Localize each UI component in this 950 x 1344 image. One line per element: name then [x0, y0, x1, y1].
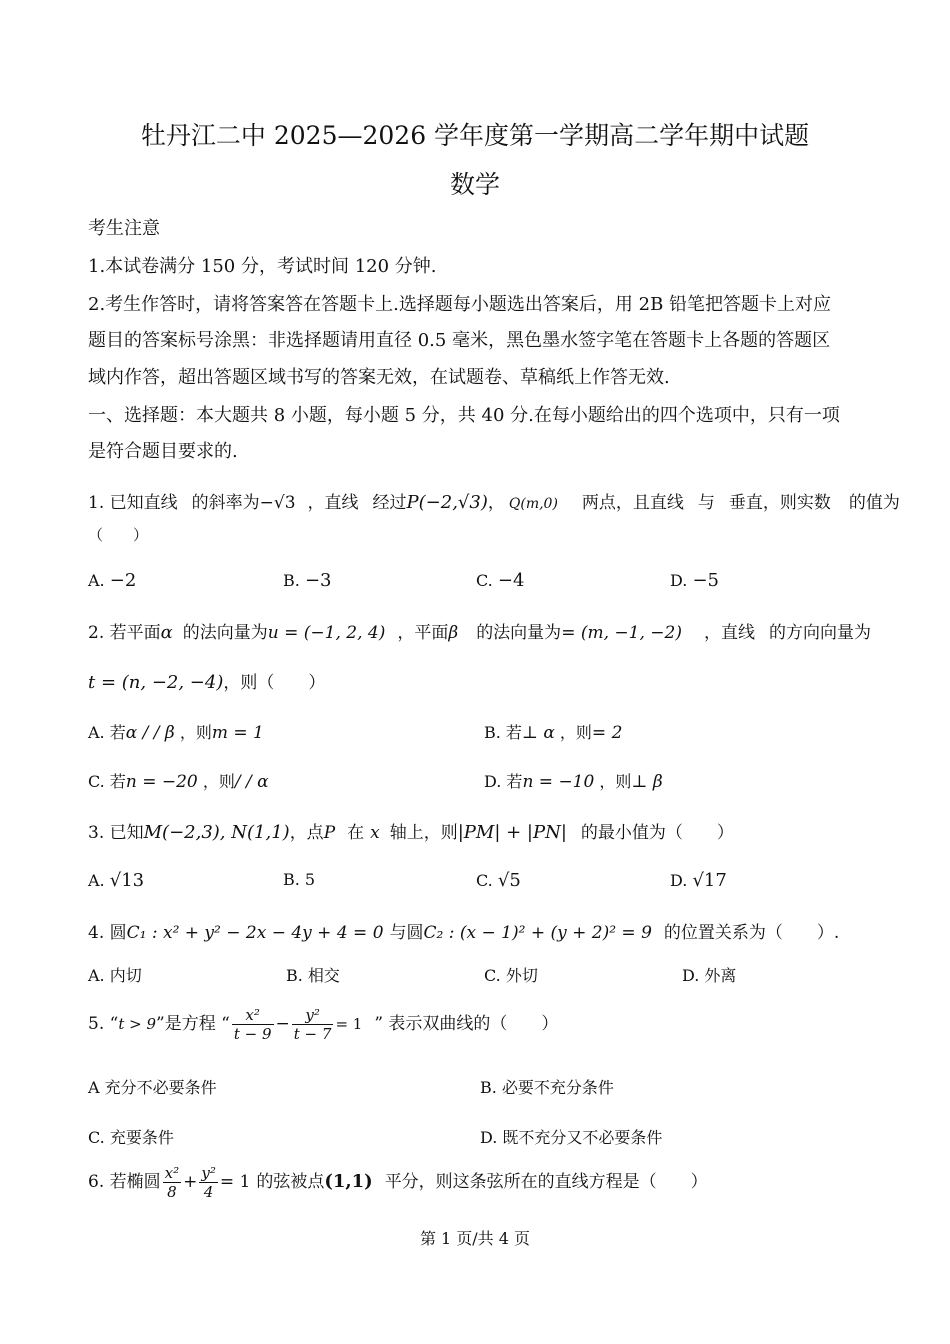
- notes-heading: 考生注意: [88, 218, 160, 239]
- question-1: [88, 488, 900, 513]
- q5-option-a: A 充分不必要条件: [88, 1078, 217, 1097]
- q3-option-d: D. √17: [670, 870, 727, 891]
- q6-midpoint: (1,1): [324, 1171, 373, 1192]
- q4-option-b: B. 相交: [286, 966, 340, 985]
- q6-fraction-x: $\frac{\text{x²}}{8}$: [164, 1164, 180, 1201]
- q4-circle-1: C₁ : x² + y² − 2x − 4y + 4 = 0: [126, 923, 384, 943]
- q5-option-d: D. 既不充分又不必要条件: [480, 1128, 663, 1147]
- q2-beta: β: [448, 623, 459, 643]
- q1-text: 两点，且直线: [581, 493, 684, 513]
- question-3: 3. 已知M(−2,3), N(1,1)，点P 在 x 轴上，则|PM| + |PN| 的最小值为（ ）: [88, 822, 734, 843]
- notes-item-1: 1.本试卷满分 150 分，考试时间 120 分钟.: [88, 256, 437, 277]
- question-6: 6. 若椭圆 $\frac{\text{x²}}{8}$ + $\frac{\text{y²}}{4}$ = 1 的弦被点(1,1) 平分，则这条弦所在的直线方程是（ ）: [88, 1164, 708, 1201]
- section-intro-line-2: 是符合题目要求的.: [88, 441, 238, 462]
- q2-vector-v: = (m, −1, −2): [561, 623, 682, 643]
- notes-item-2-line-3: 域内作答，超出答题区域书写的答案无效，在试题卷、草稿纸上作答无效.: [88, 367, 670, 388]
- q3-points: M(−2,3), N(1,1): [143, 822, 290, 843]
- notes-item-2-line-1: 2.考生作答时，请将答案答在答题卡上.选择题每小题选出答案后，用 2B 铅笔把答题卡上对应: [88, 294, 832, 315]
- q1-option-b: B. −3: [283, 570, 332, 591]
- q1-text: 的值为: [848, 493, 900, 513]
- section-intro-line-1: 一、选择题：本大题共 8 小题，每小题 5 分，共 40 分.在每小题给出的四个选项中，只有一项: [88, 405, 840, 426]
- notes-item-2-line-2: 题目的答案标号涂黑：非选择题请用直径 0.5 毫米，黑色墨水签字笔在答题卡上各题的答题区: [88, 330, 831, 351]
- q4-option-c: C. 外切: [484, 966, 538, 985]
- q3-option-b: B. 5: [283, 870, 316, 889]
- q1-text: ，直线: [307, 493, 359, 513]
- q2-alpha: α: [160, 622, 173, 643]
- q1-option-a: A. −2: [88, 570, 137, 591]
- q1-text: 的斜率为: [191, 493, 260, 513]
- question-2: 2. 若平面α 的法向量为u = (−1, 2, 4) ，平面β 的法向量为= (m, −1, −2) ，直线 的方向向量为: [88, 622, 871, 643]
- q2-vector-u: u = (−1, 2, 4): [267, 623, 386, 643]
- q4-option-a: A. 内切: [88, 966, 142, 985]
- q2-option-d: D. 若n = −10 ，则⊥ β: [484, 772, 663, 792]
- exam-subject: 数学: [449, 170, 500, 199]
- q5-option-b: B. 必要不充分条件: [480, 1078, 614, 1097]
- q1-option-c: C. −4: [476, 570, 525, 591]
- q6-fraction-y: $\frac{\text{y²}}{4}$: [201, 1164, 216, 1201]
- q1-text: 经过: [372, 493, 407, 513]
- q2-option-a: A. 若α / / β ，则m = 1: [88, 723, 264, 743]
- question-5: 5. “t > 9”是方程 “ $\frac{\text{x²}}{t - 9}$ − $\frac{\text{y²}}{t - 7}$ = 1 ” 表示双曲线的（ ）: [88, 1006, 559, 1043]
- q1-point-p: P(−2,√3): [406, 492, 488, 513]
- q3-sum-expression: |PM| + |PN|: [457, 822, 567, 843]
- q1-text: ，: [487, 493, 505, 513]
- q5-option-c: C. 充要条件: [88, 1128, 174, 1147]
- q3-option-c: C. √5: [476, 870, 521, 891]
- q2-option-c: C. 若n = −20 ，则/ / α: [88, 772, 269, 792]
- q4-option-d: D. 外离: [682, 966, 737, 985]
- exam-title: 牡丹江二中 2025—2026 学年度第一学期高二学年期中试题: [140, 121, 810, 150]
- q1-text: 垂直，则实数: [728, 493, 831, 513]
- q1-text: 与: [697, 493, 715, 513]
- q1-point-q: Q(m,0): [508, 496, 558, 512]
- q1-slope: −√3: [259, 493, 296, 513]
- question-2-cont: t = (n, −2, −4)，则（ ）: [88, 672, 326, 693]
- q2-vector-t: t = (n, −2, −4): [88, 672, 224, 693]
- q1-paren: （ ）: [88, 526, 149, 544]
- question-4: 4. 圆C₁ : x² + y² − 2x − 4y + 4 = 0 与圆C₂ : (x − 1)² + (y + 2)² = 9 的位置关系为（ ）.: [88, 923, 840, 943]
- q5-fraction-y: $\frac{\text{y²}}{t - 7}$: [293, 1006, 332, 1043]
- q2-option-b: B. 若⊥ α ，则= 2: [484, 723, 623, 743]
- q3-option-a: A. √13: [88, 870, 145, 891]
- q4-circle-2: C₂ : (x − 1)² + (y + 2)² = 9: [423, 923, 652, 943]
- q1-option-d: D. −5: [670, 570, 719, 591]
- q5-fraction-x: $\frac{\text{x²}}{t - 9}$: [233, 1006, 272, 1043]
- page-footer: 第 1 页/共 4 页: [419, 1229, 531, 1248]
- q1-text: 1. 已知直线: [88, 493, 178, 513]
